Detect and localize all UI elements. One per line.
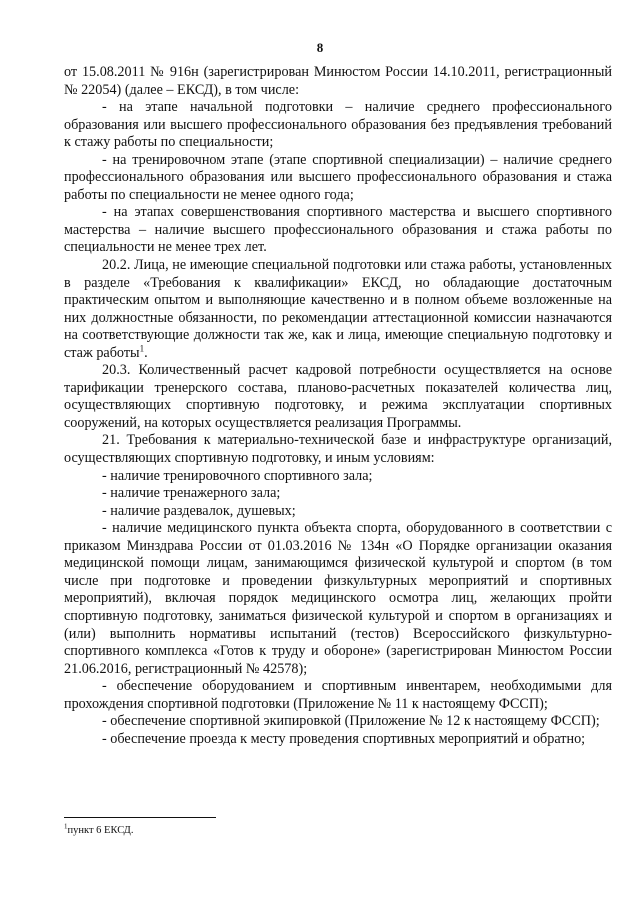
body-text [64, 64, 612, 748]
list-item [64, 468, 612, 486]
paragraph-text: 20.3. Количественный расчет кадровой потребности осуществляется на основе тарификации тренерского состава, планово-расчетных показателей количества лиц, осуществляющих спортивную подготовку, и режима эксплуатации спортивных сооружений, на которых осуществляется реализация Программы. [64, 362, 612, 431]
paragraph-text: от 15.08.2011 № 916н (зарегистрирован Минюстом России 14.10.2011, регистрационный № 22054) (далее – ЕКСД), в том числе: [64, 64, 612, 98]
list-item [64, 99, 612, 152]
paragraph-text: - обеспечение спортивной экипировкой (Приложение № 12 к настоящему ФССП); [102, 713, 600, 730]
paragraph-20-2 [64, 257, 612, 362]
paragraph-tail: . [144, 344, 148, 361]
paragraph-text: - на этапе начальной подготовки – наличие среднего профессионального образования или высшего профессионального образования без предъявления требований к стажу работы по специальности; [64, 99, 612, 151]
paragraph-intro [64, 64, 612, 99]
list-item [64, 520, 612, 678]
paragraph-21 [64, 432, 612, 467]
footnote-reference: 1 [139, 343, 145, 354]
paragraph-text: - наличие тренажерного зала; [102, 485, 281, 502]
footnote [64, 824, 612, 837]
paragraph-text: - обеспечение проезда к месту проведения спортивных мероприятий и обратно; [102, 730, 586, 747]
page-number: 8 [316, 40, 324, 55]
list-item [64, 731, 612, 749]
list-item [64, 485, 612, 503]
footnote-text: пункт 6 ЕКСД. [67, 825, 134, 836]
paragraph-20-3 [64, 362, 612, 432]
list-item [64, 503, 612, 521]
footnote-marker: 1 [64, 822, 68, 831]
list-item [64, 204, 612, 257]
paragraph-text: 20.2. Лица, не имеющие специальной подготовки или стажа работы, установленных в разделе «Требования к квалификации» ЕКСД, но обладающие достаточным практическим опытом и выполняющие качественно и в полном объеме возложенные на них должностные обязанности, по рекомендации аттестационной комиссии назначаются на соответствующие должности так же, как и лица, имеющие специальную подготовку и стаж работы [64, 257, 612, 361]
footnote-divider [64, 817, 216, 818]
list-item [64, 713, 612, 731]
paragraph-text: - на этапах совершенствования спортивного мастерства и высшего спортивного мастерства – наличие высшего профессионального образования и стажа работы по специальности не менее трех лет. [64, 204, 612, 256]
paragraph-text: - наличие тренировочного спортивного зала; [102, 467, 373, 484]
paragraph-text: 21. Требования к материально-технической базе и инфраструктуре организаций, осуществляющих спортивную подготовку, и иным условиям: [64, 432, 612, 467]
list-item [64, 152, 612, 205]
paragraph-text: - наличие медицинского пункта объекта спорта, оборудованного в соответствии с приказом Минздрава России от 01.03.2016 № 134н «О Порядке организации оказания медицинской помощи лицам, занимающимся физической культурой и спортом (в том числе при подготовке и проведении физкультурных мероприятий и спортивных мероприятий), включая порядок медицинского осмотра лиц, желающих пройти спортивную подготовку, заниматься физической культурой и спортом в организациях и (или) выполнить нормативы испытаний (тестов) Всероссийского физкультурно-спортивного комплекса «Готов к труду и обороне» (зарегистрирован Минюстом России 21.06.2016, регистрационный № 42578); [64, 520, 612, 677]
paragraph-text: - обеспечение оборудованием и спортивным инвентарем, необходимыми для прохождения спортивной подготовки (Приложение № 11 к настоящему ФССП); [64, 678, 612, 712]
paragraph-text: - на тренировочном этапе (этапе спортивной специализации) – наличие среднего профессионального образования или высшего профессионального образования и стажа работы по специальности не менее одного года; [64, 151, 612, 203]
paragraph-text: - наличие раздевалок, душевых; [102, 502, 296, 519]
list-item [64, 678, 612, 713]
